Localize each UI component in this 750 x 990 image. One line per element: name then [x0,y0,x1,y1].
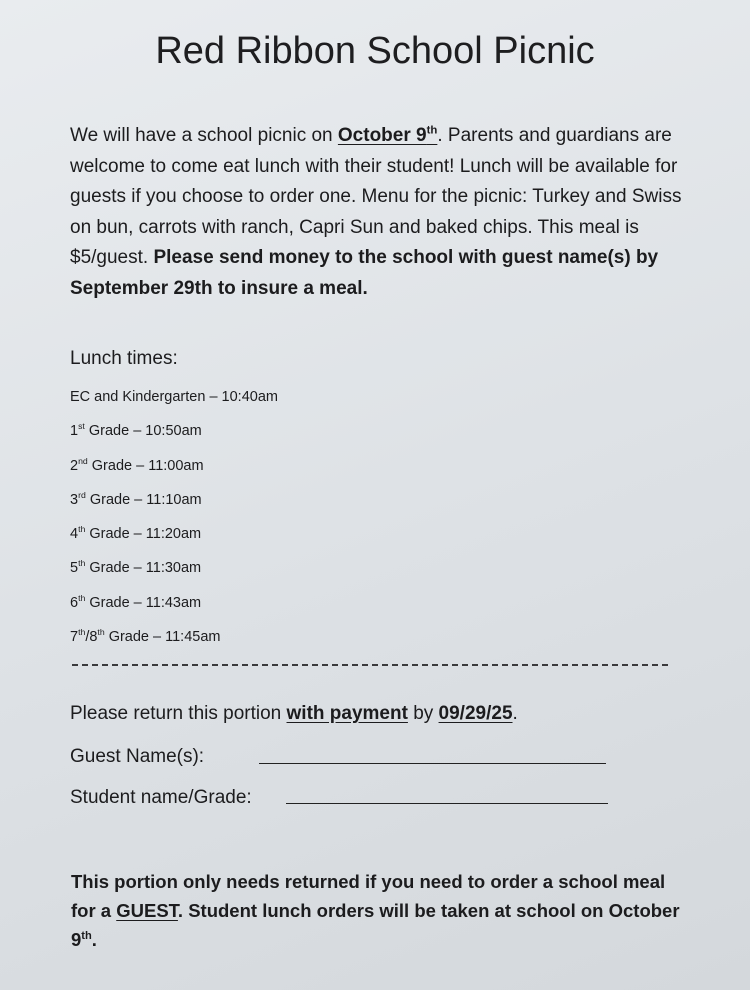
lunch-time-item: 6th Grade – 11:43am [70,592,202,611]
lunch-time-item: 7th/8th Grade – 11:45am [70,627,221,646]
lunch-time-item: EC and Kindergarten – 10:40am [70,389,278,405]
student-name-blank[interactable] [286,803,608,804]
cut-line-divider [72,664,668,666]
intro-lead: We will have a school picnic on [70,125,338,146]
student-name-row [70,787,252,809]
page-title: Red Ribbon School Picnic [155,30,595,72]
with-payment-text: with payment [286,703,408,724]
lunch-time-item: 5th Grade – 11:30am [70,558,202,577]
guest-name-blank[interactable] [259,763,606,764]
return-deadline: 09/29/25 [438,703,513,724]
lunch-time-item: 4th Grade – 11:20am [70,524,202,543]
footer-note: This portion only needs returned if you need to order a school meal for a GUEST. Student lunch orders will be taken at school on October 9th. [71,871,680,950]
payment-instructions: Please send money to the school with guest name(s) by September 29th to insure a meal. [70,247,659,299]
guest-name-label: Guest Name(s): [70,746,205,767]
return-instructions: Please return this portion with payment by 09/29/25. [70,703,518,724]
intro-paragraph [70,121,690,304]
intro-rest: . Parents and guardians are welcome to come eat lunch with their student! Lunch will be available for guests if you choose to order one. Menu for the picnic: Turkey and Swiss on bun, carrots with ranch, Capri Sun and baked chips. This meal is $5/guest. [70,125,682,268]
picnic-date: October 9th [337,124,438,146]
lunch-times-heading: Lunch times: [70,348,178,369]
lunch-times-list [70,387,278,661]
guest-emphasis: GUEST [116,900,178,921]
lunch-time-item: 2nd Grade – 11:00am [70,455,204,474]
lunch-time-item: 1st Grade – 10:50am [70,421,202,440]
student-name-label: Student name/Grade: [70,787,252,808]
lunch-time-item: 3rd Grade – 11:10am [70,490,202,508]
guest-name-row [70,746,204,768]
